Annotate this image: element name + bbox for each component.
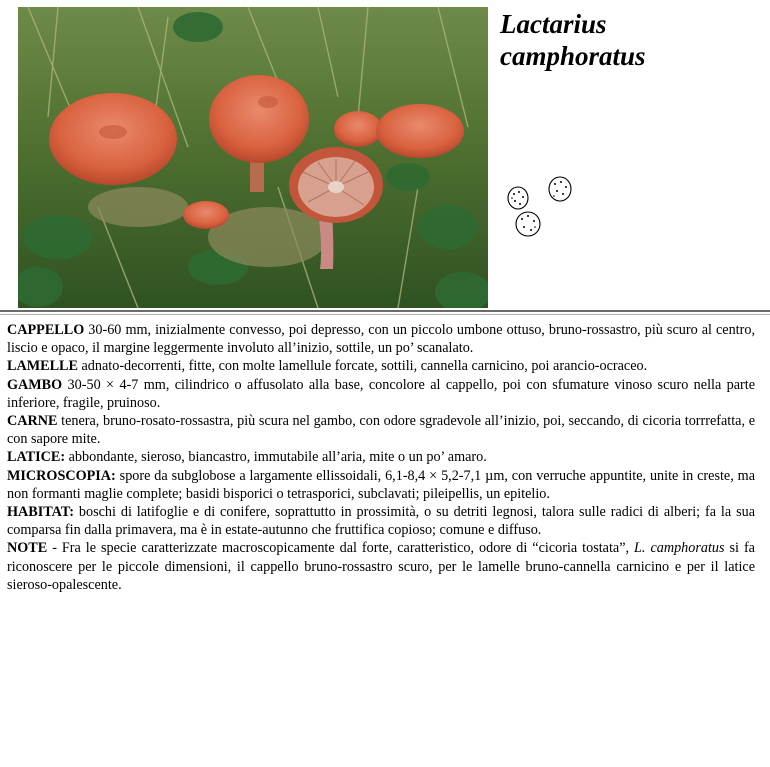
section-latice: LATICE: abbondante, sieroso, biancastro, immutabile all’aria, mite o un po’ amaro. <box>7 449 487 466</box>
species-title-epithet: camphoratus <box>500 41 646 71</box>
species-name-italic: L. camphoratus <box>634 540 725 557</box>
section-carne: CARNE tenera, bruno-rosato-rossastra, più scura nel gambo, con odore sgradevole all’inizio, poi, seccando, di cicoria torrrefatta, e con sapore mite. <box>7 413 755 448</box>
species-title-genus: Lactarius <box>500 9 607 39</box>
section-microscopia: MICROSCOPIA: spore da subglobose a largamente ellissoidali, 6,1-8,4 × 5,2-7,1 µm, con verruche appuntite, unite in creste, ma non formanti maglie complete; basidi bisporici o tetrasporici, subclavati; pileipellis, un epitelio. <box>7 467 755 502</box>
section-cappello: CAPPELLO 30-60 mm, inizialmente convesso, poi depresso, con un piccolo umbone ottuso, bruno-rossastro, più scuro al centro, liscio e opaco, il margine leggermente involuto all’inizio, sottile, un po’ scanalato. <box>7 322 755 357</box>
section-lamelle: LAMELLE adnato-decorrenti, fitte, con molte lamellule forcate, sottili, cannella carnicino, poi arancio-ocraceo. <box>7 358 648 375</box>
separator-line-thin <box>0 314 770 315</box>
section-habitat: HABITAT: boschi di latifoglie e di conifere, soprattutto in prossimità, o su detriti legnosi, talora sulle radici di alberi; fa la sua comparsa fin dalla primavera, ma è in estate-autunno che fruttifica copioso; comune e diffuso. <box>7 504 755 539</box>
section-note: NOTE - Fra le specie caratterizzate macroscopicamente dal forte, caratteristico, odore di “cicoria tostata”, L. camphoratus si fa riconoscere per le piccole dimensioni, il cappello bruno-rossastro scuro, per le lamelle bruno-cannella carnicino e per il latice sieroso-opalescente. <box>7 540 755 593</box>
mushroom-photo <box>18 7 488 308</box>
separator-line <box>0 310 770 312</box>
spore-drawing <box>500 170 590 245</box>
section-gambo: GAMBO 30-50 × 4-7 mm, cilindrico o affusolato alla base, concolore al cappello, poi con sfumature vinoso scuro nella parte inferiore, fragile, pruinoso. <box>7 376 755 411</box>
species-description <box>7 321 755 594</box>
species-title <box>500 8 646 72</box>
